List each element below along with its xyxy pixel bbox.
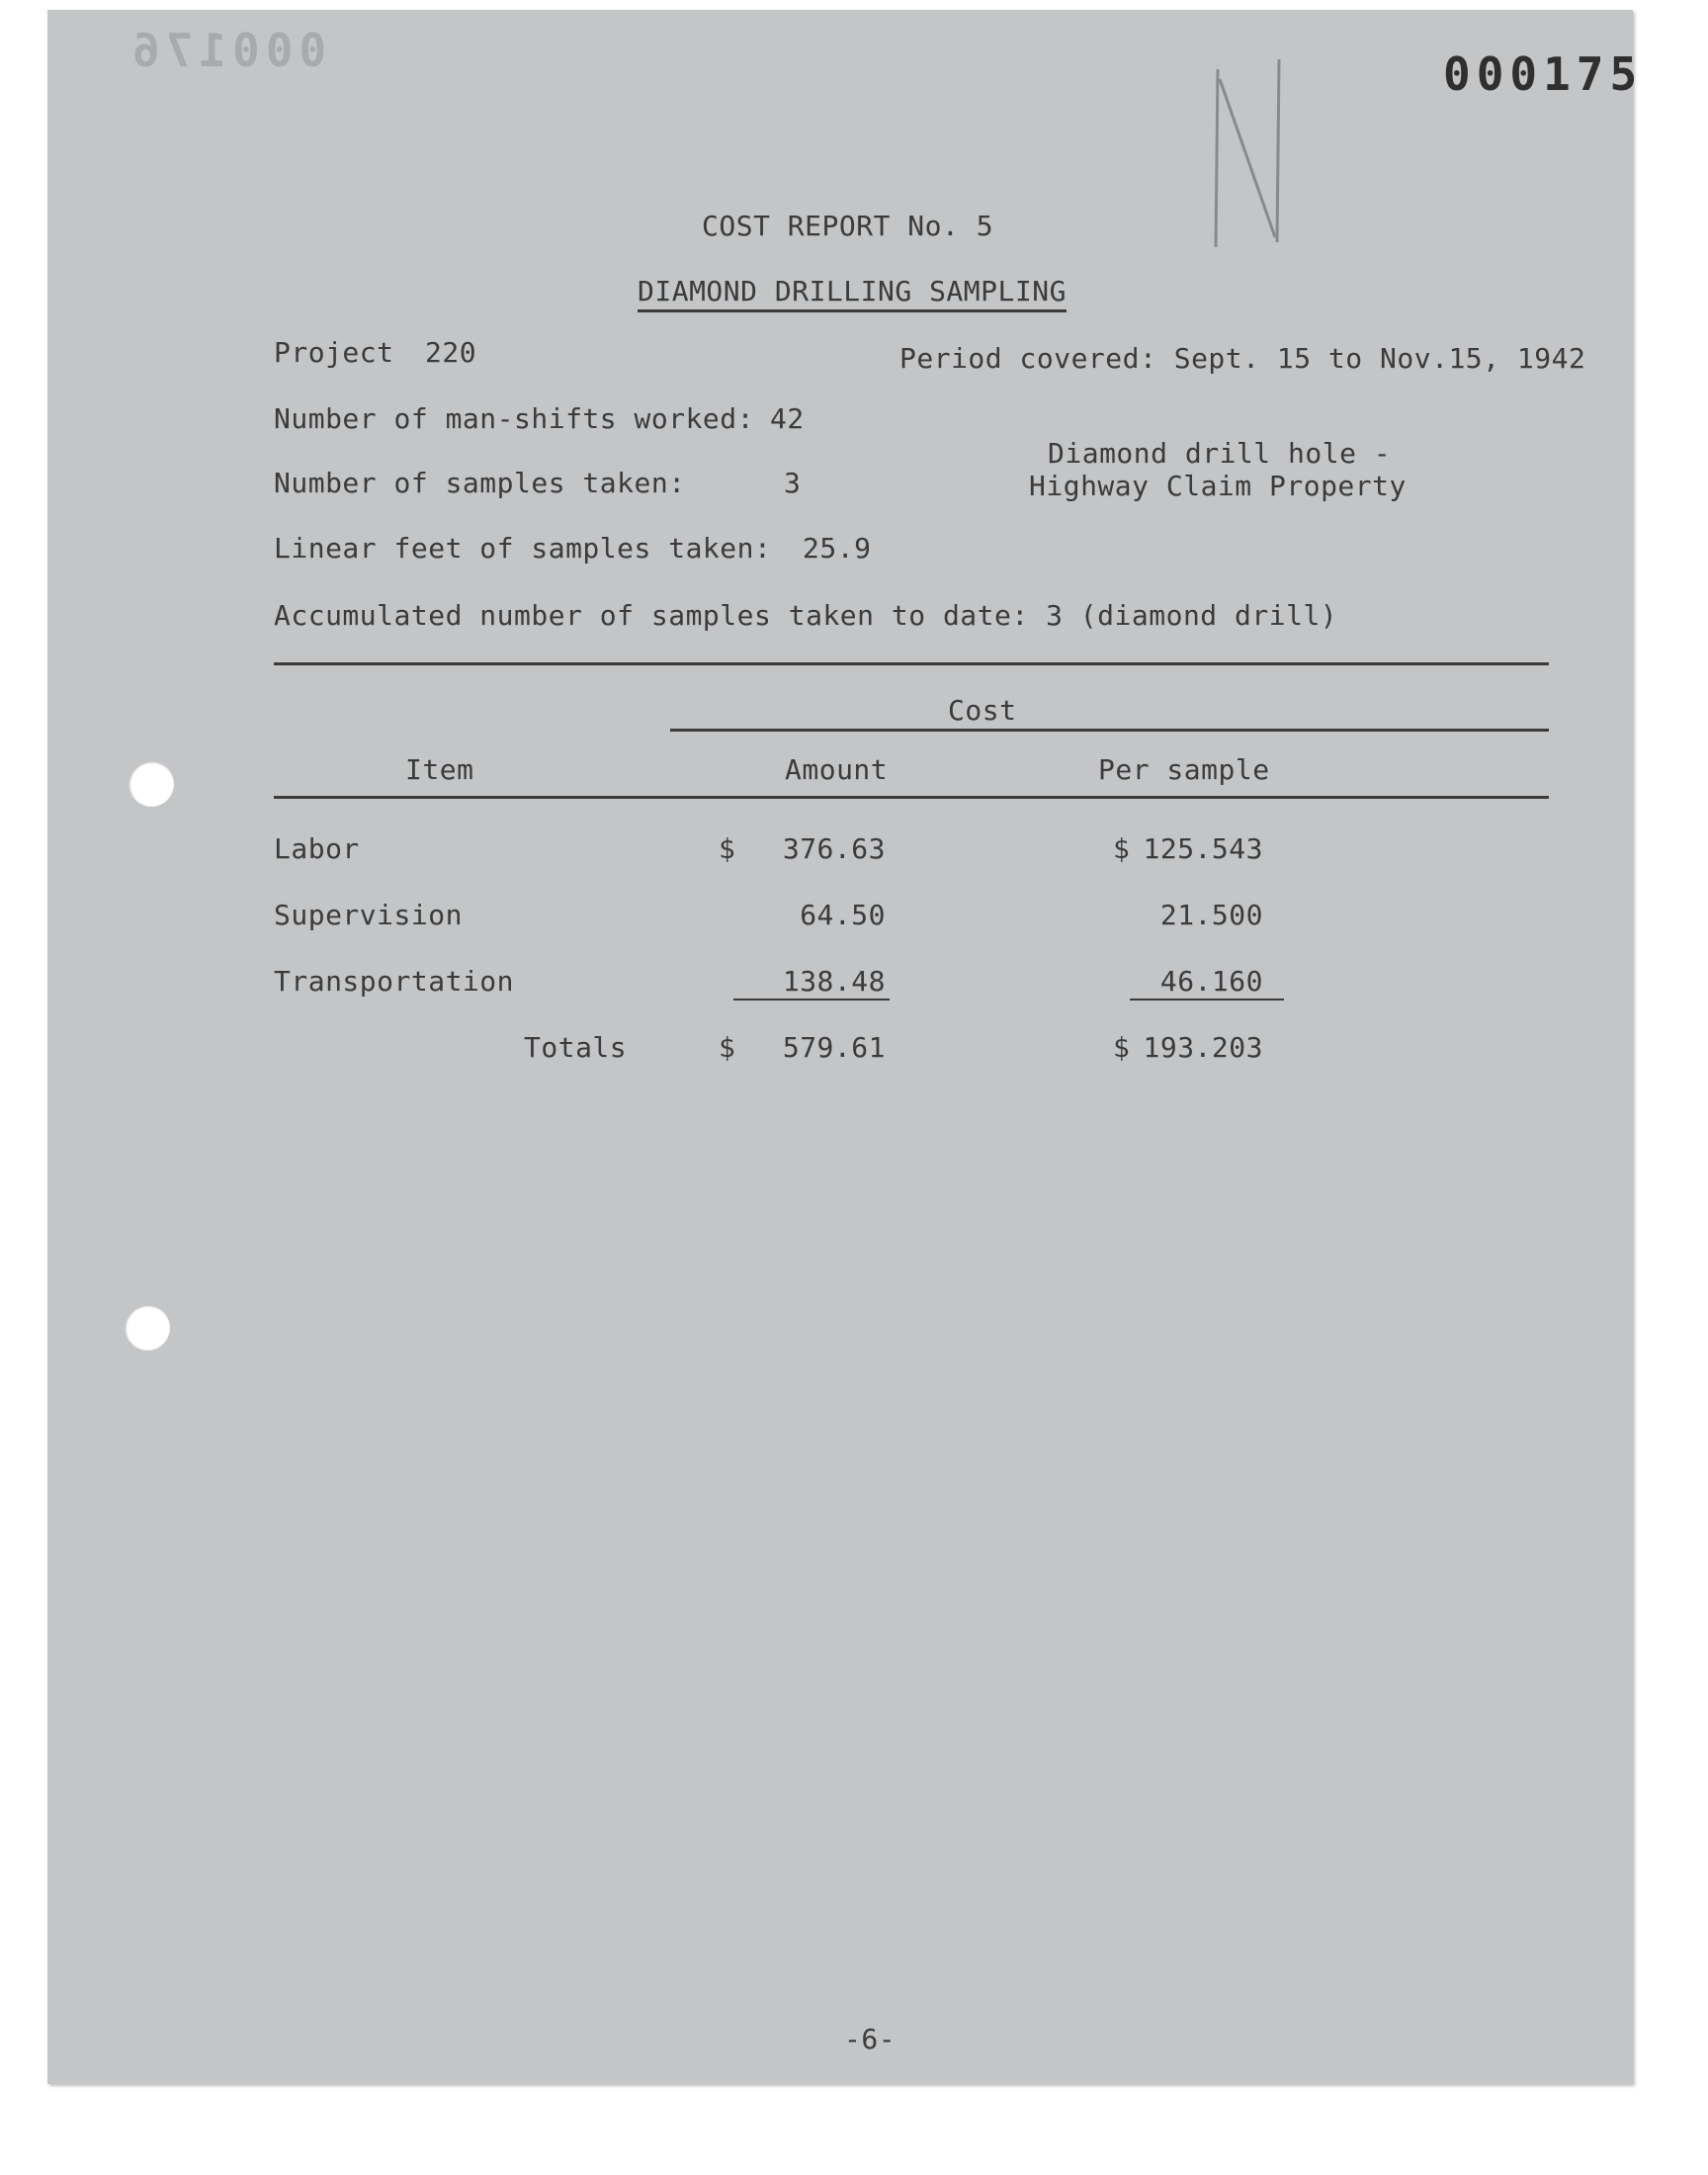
cost-header-rule — [670, 729, 1549, 732]
table-row-item: Supervision — [274, 899, 463, 931]
dollar-sign: $ — [719, 1031, 736, 1064]
samples-label: Number of samples taken: — [274, 467, 686, 499]
samples-value: 3 — [784, 467, 802, 499]
dollar-sign: $ — [1113, 832, 1131, 865]
stamp-number: 000175 — [1443, 47, 1644, 101]
cost-header: Cost — [948, 694, 1017, 727]
table-row-per-sample: 21.500 — [1159, 899, 1263, 931]
header-rule — [274, 796, 1549, 799]
document-page — [47, 10, 1644, 2084]
totals-per-sample: 193.203 — [1143, 1031, 1263, 1064]
project-value: 220 — [425, 336, 477, 369]
punch-hole — [125, 1305, 170, 1350]
handwritten-mark-icon — [1206, 49, 1295, 257]
punch-hole — [128, 761, 174, 807]
accumulated-samples: Accumulated number of samples taken to date: 3 (diamond drill) — [274, 599, 1338, 632]
report-subtitle: DIAMOND DRILLING SAMPLING — [638, 275, 1067, 312]
project-label: Project — [274, 336, 394, 369]
report-title: COST REPORT No. 5 — [702, 210, 994, 242]
dollar-sign: $ — [1113, 1031, 1131, 1064]
column-header-item: Item — [405, 753, 474, 786]
table-row-amount: 64.50 — [800, 899, 886, 931]
subtotal-rule — [733, 999, 890, 1000]
divider-line — [274, 662, 1549, 665]
totals-amount: 579.61 — [782, 1031, 886, 1064]
column-header-per-sample: Per sample — [1098, 753, 1270, 786]
table-row-per-sample: 125.543 — [1143, 832, 1263, 865]
table-row-per-sample: 46.160 — [1159, 965, 1263, 998]
column-header-amount: Amount — [785, 753, 889, 786]
location-line-2: Highway Claim Property — [1029, 470, 1407, 502]
subtotal-rule — [1130, 999, 1284, 1000]
linear-feet-value: 25.9 — [803, 532, 872, 565]
dollar-sign: $ — [719, 832, 736, 865]
man-shifts-label: Number of man-shifts worked: — [274, 402, 755, 435]
totals-label: Totals — [524, 1031, 628, 1064]
table-row-amount: 138.48 — [782, 965, 886, 998]
location-line-1: Diamond drill hole - — [1048, 437, 1392, 470]
period-covered: Period covered: Sept. 15 to Nov.15, 1942 — [899, 342, 1586, 375]
man-shifts-value: 42 — [770, 402, 805, 435]
ghost-page-number: 000176 — [127, 24, 327, 77]
table-row-amount: 376.63 — [782, 832, 886, 865]
page-number: -6- — [844, 2023, 897, 2055]
linear-feet-label: Linear feet of samples taken: — [274, 532, 772, 565]
table-row-item: Transportation — [274, 965, 515, 998]
table-row-item: Labor — [274, 832, 360, 865]
